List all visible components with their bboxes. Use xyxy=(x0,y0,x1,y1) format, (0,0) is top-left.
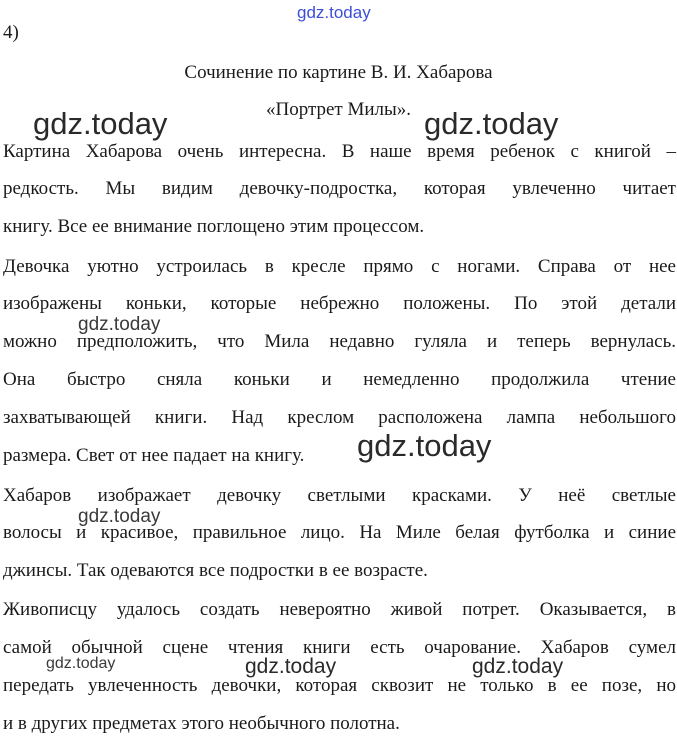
text-line: можно предположить, что Мила недавно гуляла и теперь вернулась. xyxy=(3,331,676,352)
text-line: Живописцу удалось создать невероятно живой потрет. Оказывается, в xyxy=(3,599,676,620)
text-line: джинсы. Так одеваются все подростки в ее возрасте. xyxy=(3,560,428,581)
task-number: 4) xyxy=(3,22,19,43)
watermark-top: gdz.today xyxy=(297,3,371,22)
watermark: gdz.today xyxy=(46,655,116,672)
watermark: gdz.today xyxy=(245,655,337,678)
text-line: редкость. Мы видим девочку-подростка, которая увлеченно читает xyxy=(3,178,676,199)
text-line: Хабаров изображает девочку светлыми красками. У неё светлые xyxy=(3,485,676,506)
text-line: размера. Свет от нее падает на книгу. xyxy=(3,445,305,466)
watermark: gdz.today xyxy=(472,655,564,678)
watermark: gdz.today xyxy=(357,428,492,463)
text-line: передать увлеченность девочки, которая сквозит не только в ее позе, но xyxy=(3,675,676,696)
essay-subtitle: «Портрет Милы». xyxy=(265,99,412,120)
text-line: самой обычной сцене чтения книги есть очарование. Хабаров сумел xyxy=(3,637,676,658)
text-line: и в других предметах этого необычного полотна. xyxy=(3,713,400,734)
watermark: gdz.today xyxy=(424,106,559,141)
text-line: волосы и красивое, правильное лицо. На Миле белая футболка и синие xyxy=(3,522,676,543)
text-line: Она быстро сняла коньки и немедленно продолжила чтение xyxy=(3,369,676,390)
text-line: Картина Хабарова очень интересна. В наше время ребенок с книгой – xyxy=(3,141,676,162)
watermark: gdz.today xyxy=(78,314,161,335)
watermark: gdz.today xyxy=(78,506,161,527)
text-line: Девочка уютно устроилась в кресле прямо с ногами. Справа от нее xyxy=(3,256,676,277)
text-line: книгу. Все ее внимание поглощено этим процессом. xyxy=(3,216,425,237)
text-line: изображены коньки, которые небрежно положены. По этой детали xyxy=(3,293,676,314)
essay-title: Сочинение по картине В. И. Хабарова xyxy=(184,62,493,83)
text-line: захватывающей книги. Над креслом расположена лампа небольшого xyxy=(3,407,676,428)
watermark: gdz.today xyxy=(33,106,168,141)
